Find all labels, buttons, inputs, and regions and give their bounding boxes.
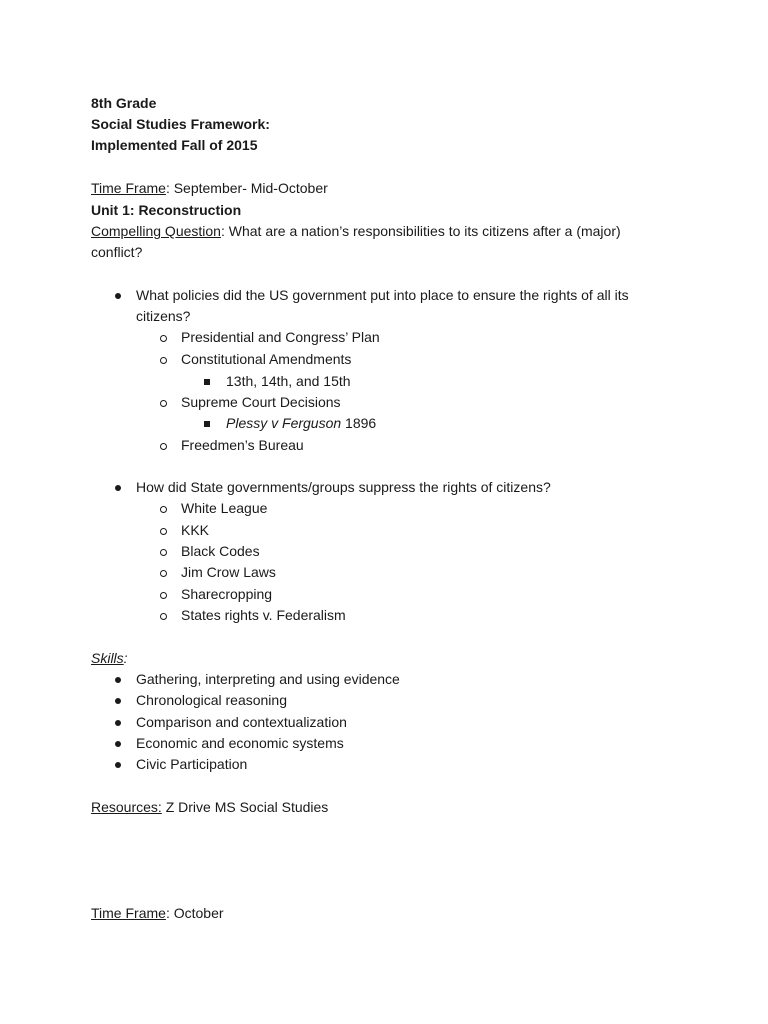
resources-value: Z Drive MS Social Studies [161, 799, 329, 815]
bullet-circle-icon [160, 542, 167, 560]
skill-item: Gathering, interpreting and using evidence [136, 671, 400, 687]
unit1-title: Unit 1: Reconstruction [91, 202, 242, 218]
bullet-circle-icon [160, 521, 167, 539]
implemented-heading: Implemented Fall of 2015 [91, 137, 258, 153]
skill-item: Comparison and contextualization [136, 714, 347, 730]
bullet-circle-icon [160, 350, 167, 368]
skill-item: Economic and economic systems [136, 735, 344, 751]
time-frame-label: Time Frame [91, 905, 166, 921]
compelling-question-text: : What are a nation’s responsibilities to its citizens after a (major) [220, 223, 621, 239]
question2: How did State governments/groups suppress the rights of citizens? [136, 479, 551, 495]
skill-item: Chronological reasoning [136, 692, 287, 708]
resources-line [91, 798, 328, 816]
bullet-square-icon [204, 414, 210, 432]
skill-item: Civic Participation [136, 756, 248, 772]
question1-sub-sub-item: 13th, 14th, and 15th [226, 373, 351, 389]
question1-sub-item: Constitutional Amendments [181, 351, 352, 367]
bullet-disc-icon [115, 734, 121, 752]
question1-sub-sub-item [226, 414, 376, 432]
question1-line2: citizens? [136, 308, 191, 324]
question2-sub-item: Black Codes [181, 543, 260, 559]
question2-sub-item: White League [181, 500, 268, 516]
compelling-question-line2: conflict? [91, 244, 143, 260]
bullet-circle-icon [160, 585, 167, 603]
question1-sub-item: Supreme Court Decisions [181, 394, 341, 410]
case-name: Plessy v Ferguson [226, 415, 342, 431]
skills-heading [91, 649, 128, 667]
case-year: 1896 [341, 415, 377, 431]
bullet-square-icon [204, 372, 210, 390]
skills-label: Skills [91, 650, 124, 666]
bullet-circle-icon [160, 436, 167, 454]
time-frame-value: : October [165, 905, 224, 921]
bullet-circle-icon [160, 499, 167, 517]
bullet-disc-icon [115, 286, 121, 304]
bullet-circle-icon [160, 563, 167, 581]
question2-sub-item: Sharecropping [181, 586, 273, 602]
bullet-circle-icon [160, 393, 167, 411]
bullet-disc-icon [115, 670, 121, 688]
question1-sub-item: Freedmen’s Bureau [181, 437, 304, 453]
bullet-disc-icon [115, 691, 121, 709]
skills-colon: : [123, 650, 128, 666]
bullet-disc-icon [115, 478, 121, 496]
compelling-question-label: Compelling Question [91, 223, 221, 239]
question1-sub-item: Presidential and Congress’ Plan [181, 329, 380, 345]
framework-heading: Social Studies Framework: [91, 116, 270, 132]
compelling-question-line1 [91, 222, 621, 240]
time-frame-value: : September- Mid-October [165, 180, 328, 196]
resources-label: Resources: [91, 799, 162, 815]
grade-heading: 8th Grade [91, 95, 157, 111]
bullet-circle-icon [160, 606, 167, 624]
question2-sub-item: Jim Crow Laws [181, 564, 276, 580]
question1-line1: What policies did the US government put into place to ensure the rights of all its [136, 287, 629, 303]
question2-sub-item: States rights v. Federalism [181, 607, 346, 623]
bullet-circle-icon [160, 328, 167, 346]
unit1-time-frame [91, 179, 328, 197]
question2-sub-item: KKK [181, 522, 210, 538]
bullet-disc-icon [115, 713, 121, 731]
unit2-time-frame [91, 904, 224, 922]
bullet-disc-icon [115, 755, 121, 773]
time-frame-label: Time Frame [91, 180, 166, 196]
